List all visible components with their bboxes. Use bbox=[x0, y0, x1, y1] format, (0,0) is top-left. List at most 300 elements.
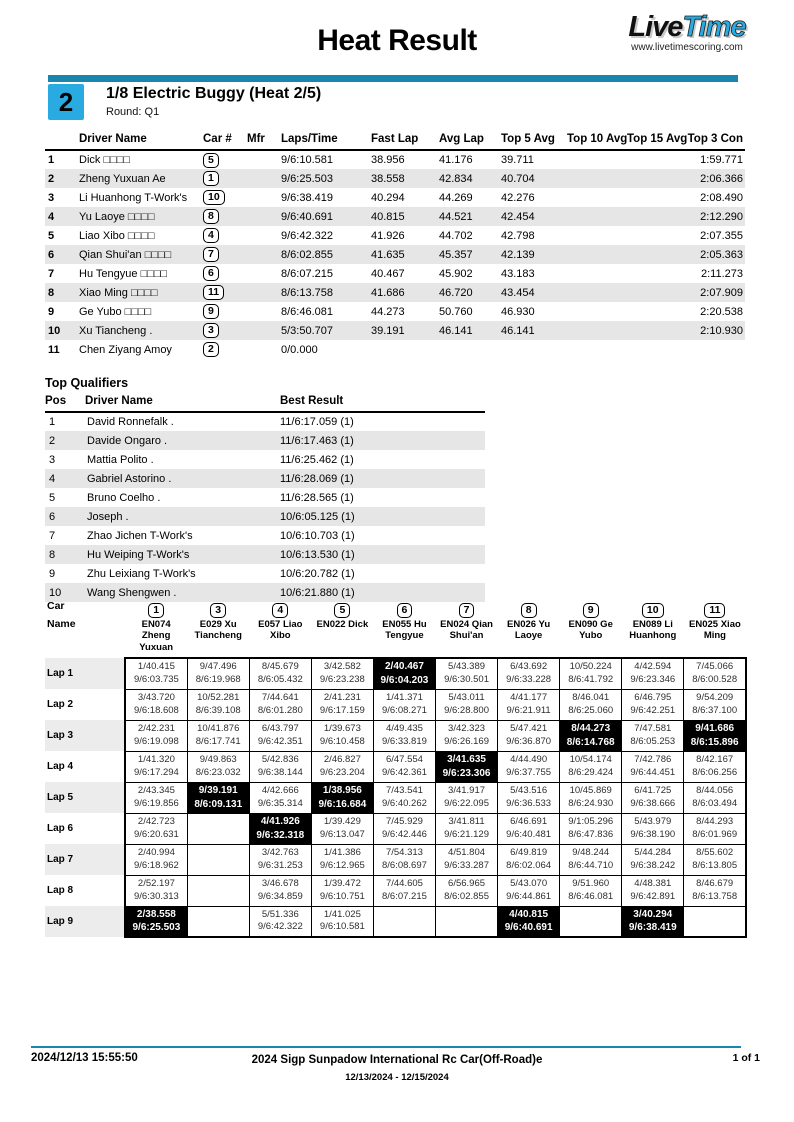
lap-label: Lap 7 bbox=[45, 844, 125, 875]
driver-name-cell: Bruno Coelho . bbox=[87, 491, 161, 504]
top3-con-cell: 2:12.290 bbox=[700, 210, 743, 223]
top5-avg-cell: 42.139 bbox=[501, 248, 535, 261]
top5-avg-cell: 43.454 bbox=[501, 286, 535, 299]
lap-position-time: 2/40.994 bbox=[137, 846, 175, 858]
driver-name-header: EN074 Zheng Yuxuan bbox=[139, 619, 174, 653]
car-number-badge: 1 bbox=[148, 603, 164, 618]
lap-time-cell bbox=[311, 689, 373, 720]
lap-time-cell bbox=[560, 844, 622, 875]
lap-time-cell bbox=[311, 906, 373, 937]
best-result-cell: 10/6:21.880 (1) bbox=[280, 586, 355, 599]
driver-name-cell: David Ronnefalk . bbox=[87, 416, 174, 428]
laps-time-cell: 9/6:38.419 bbox=[281, 191, 333, 204]
page-number: 1 of 1 bbox=[732, 1052, 760, 1064]
lap-time-cell bbox=[622, 782, 684, 813]
lap-position-time: 2/42.231 bbox=[137, 722, 175, 734]
driver-name-header: E029 Xu Tiancheng bbox=[194, 619, 242, 642]
lap-time-cell bbox=[125, 875, 187, 906]
top3-con-cell: 2:20.538 bbox=[700, 305, 743, 318]
top3-con-cell: 2:06.366 bbox=[700, 172, 743, 185]
position-cell: 4 bbox=[48, 210, 55, 223]
results-header-cell: Laps/Time bbox=[281, 131, 371, 150]
logo-website-url: www.livetimescoring.com bbox=[631, 42, 743, 54]
driver-name-cell: Dick □□□□ bbox=[79, 154, 131, 166]
lap-time-cell bbox=[622, 906, 684, 937]
lap-time-cell bbox=[125, 751, 187, 782]
car-number-badge: 10 bbox=[203, 190, 225, 205]
position-cell: 7 bbox=[49, 529, 56, 542]
car-number-badge: 4 bbox=[203, 228, 219, 243]
lap-position-time: 1/41.386 bbox=[323, 846, 361, 858]
lap-position-time: 9/48.244 bbox=[572, 846, 610, 858]
top3-con-cell: 2:07.909 bbox=[700, 286, 743, 299]
lap-total-projection: 8/6:13.805 bbox=[692, 859, 738, 871]
lap-total-projection: 8/6:23.032 bbox=[195, 766, 241, 778]
lap-row bbox=[45, 782, 746, 813]
results-header-cell: Top 15 Avg bbox=[627, 131, 687, 150]
lap-position-time: 7/44.605 bbox=[385, 877, 423, 889]
driver-name-cell: Hu Weiping T-Work's bbox=[87, 548, 190, 561]
lap-position-time: 2/38.558 bbox=[136, 908, 176, 920]
lap-position-time: 10/45.869 bbox=[569, 784, 612, 796]
position-cell: 3 bbox=[49, 453, 56, 466]
results-row bbox=[45, 226, 745, 245]
position-cell: 10 bbox=[49, 586, 62, 599]
top3-con-cell: 2:07.355 bbox=[700, 229, 743, 242]
top-qualifier-row bbox=[45, 564, 485, 583]
lap-position-time: 1/38.956 bbox=[322, 785, 362, 797]
position-cell: 6 bbox=[48, 248, 55, 261]
driver-name-cell: Gabriel Astorino . bbox=[87, 472, 172, 485]
lap-total-projection: 8/6:01.280 bbox=[257, 704, 303, 716]
avg-lap-cell: 44.702 bbox=[439, 229, 473, 242]
top-qualifiers-header-cell: Best Result bbox=[280, 393, 485, 412]
mfr-cell bbox=[247, 150, 281, 169]
lap-position-time: 5/43.979 bbox=[634, 815, 672, 827]
lap-total-projection: 9/6:03.735 bbox=[133, 673, 179, 685]
lap-row bbox=[45, 720, 746, 751]
lap-total-projection: 9/6:40.691 bbox=[504, 922, 553, 934]
heat-number-badge: 2 bbox=[48, 84, 84, 120]
lap-total-projection: 9/6:38.242 bbox=[630, 859, 676, 871]
top-qualifier-row bbox=[45, 469, 485, 488]
top-qualifiers-title: Top Qualifiers bbox=[45, 376, 129, 390]
lap-time-cell bbox=[498, 875, 560, 906]
lap-total-projection: 9/6:17.294 bbox=[133, 766, 179, 778]
top5-avg-cell: 46.141 bbox=[501, 324, 535, 337]
top3-con-cell: 2:08.490 bbox=[700, 191, 743, 204]
lap-time-cell bbox=[684, 813, 746, 844]
car-number-badge: 8 bbox=[203, 209, 219, 224]
lap-chart-car-header bbox=[187, 600, 249, 618]
lap-time-cell bbox=[498, 751, 560, 782]
lap-time-cell bbox=[436, 689, 498, 720]
top10-avg-cell bbox=[567, 340, 627, 359]
laps-time-cell: 9/6:40.691 bbox=[281, 210, 333, 223]
lap-position-time: 8/44.293 bbox=[696, 815, 734, 827]
lap-time-cell bbox=[373, 658, 435, 689]
lap-time-cell bbox=[684, 844, 746, 875]
driver-name-header: EN024 Qian Shui'an bbox=[440, 619, 493, 642]
position-cell: 9 bbox=[48, 305, 55, 318]
heat-header bbox=[48, 84, 321, 120]
driver-name-header: EN055 Hu Tengyue bbox=[382, 619, 427, 642]
lap-time-cell bbox=[622, 844, 684, 875]
car-number-cell bbox=[203, 150, 247, 169]
lap-row bbox=[45, 689, 746, 720]
lap-position-time: 1/41.320 bbox=[137, 753, 175, 765]
lap-total-projection: 8/6:09.131 bbox=[194, 798, 243, 810]
position-cell: 5 bbox=[48, 229, 55, 242]
lap-position-time: 9/1:05.296 bbox=[568, 815, 614, 827]
lap-time-cell bbox=[436, 813, 498, 844]
lap-total-projection: 9/6:40.262 bbox=[382, 797, 427, 809]
car-number-cell bbox=[203, 340, 247, 359]
position-cell: 8 bbox=[49, 548, 56, 561]
lap-label: Lap 4 bbox=[47, 761, 74, 773]
lap-time-cell bbox=[436, 720, 498, 751]
lap-time-cell bbox=[311, 875, 373, 906]
lap-position-time: 7/43.541 bbox=[385, 784, 423, 796]
lap-time-cell bbox=[498, 782, 560, 813]
lap-time-cell bbox=[684, 906, 746, 937]
top15-avg-cell bbox=[627, 283, 687, 302]
top3-con-cell bbox=[687, 340, 745, 359]
lap-position-time: 7/47.581 bbox=[634, 722, 672, 734]
fast-lap-cell: 40.815 bbox=[371, 210, 405, 223]
top-qualifiers-header-row bbox=[45, 393, 485, 412]
lap-time-cell bbox=[125, 906, 187, 937]
top-qualifier-row bbox=[45, 412, 485, 431]
results-table bbox=[45, 131, 745, 359]
lap-row bbox=[45, 844, 746, 875]
car-number-cell bbox=[203, 245, 247, 264]
lap-time-cell bbox=[436, 875, 498, 906]
top-qualifiers-header-cell: Pos bbox=[45, 393, 85, 412]
mfr-cell bbox=[247, 302, 281, 321]
driver-name-header: EN022 Dick bbox=[316, 619, 369, 630]
avg-lap-cell: 46.141 bbox=[439, 324, 473, 337]
lap-chart-body bbox=[45, 600, 746, 937]
top3-con-cell: 1:59.771 bbox=[700, 154, 743, 166]
laps-time-cell: 9/6:25.503 bbox=[281, 172, 333, 185]
top5-avg-cell: 42.454 bbox=[501, 210, 535, 223]
report-generated-timestamp: 2024/12/13 15:55:50 bbox=[31, 1052, 138, 1064]
lap-chart-car-header bbox=[436, 600, 498, 618]
lap-time-cell bbox=[311, 844, 373, 875]
lap-total-projection: 8/6:01.969 bbox=[692, 828, 738, 840]
lap-total-projection: 9/6:42.322 bbox=[257, 921, 303, 933]
driver-name-cell: Qian Shui'an □□□□ bbox=[79, 248, 172, 261]
lap-time-cell bbox=[622, 689, 684, 720]
lap-position-time: 3/43.720 bbox=[137, 691, 175, 703]
lap-position-time: 1/41.371 bbox=[385, 691, 423, 703]
position-cell: 7 bbox=[48, 267, 55, 280]
lap-label: Lap 5 bbox=[45, 782, 125, 813]
car-number-badge: 1 bbox=[203, 171, 219, 186]
lap-total-projection: 9/6:20.631 bbox=[133, 828, 179, 840]
lap-time-cell bbox=[436, 844, 498, 875]
lap-total-projection: 9/6:23.238 bbox=[319, 673, 365, 685]
lap-total-projection: 9/6:23.204 bbox=[319, 766, 365, 778]
lap-time-cell bbox=[560, 751, 622, 782]
car-number-cell bbox=[203, 188, 247, 207]
lap-time-cell bbox=[684, 782, 746, 813]
fast-lap-cell: 41.686 bbox=[371, 286, 405, 299]
lap-position-time: 10/52.281 bbox=[197, 691, 240, 703]
lap-time-cell bbox=[498, 658, 560, 689]
top15-avg-cell bbox=[627, 150, 687, 169]
lap-time-cell bbox=[125, 720, 187, 751]
lap-time-cell bbox=[187, 844, 249, 875]
lap-time-cell bbox=[560, 875, 622, 906]
lap-total-projection: 9/6:38.419 bbox=[628, 922, 677, 934]
lap-time-cell bbox=[560, 658, 622, 689]
position-cell: 2 bbox=[49, 434, 56, 447]
lap-time-cell bbox=[560, 906, 622, 937]
lap-chart-car-header bbox=[125, 600, 187, 618]
lap-position-time: 3/41.811 bbox=[448, 815, 485, 827]
lap-total-projection: 9/6:38.144 bbox=[257, 766, 303, 778]
lap-position-time: 3/41.917 bbox=[448, 784, 486, 796]
laps-time-cell: 9/6:42.322 bbox=[281, 229, 333, 242]
results-body bbox=[45, 150, 745, 359]
results-row bbox=[45, 188, 745, 207]
lap-total-projection: 9/6:36.533 bbox=[506, 797, 552, 809]
lap-total-projection: 9/6:42.361 bbox=[382, 766, 427, 778]
top-qualifier-row bbox=[45, 545, 485, 564]
lap-total-projection: 9/6:19.856 bbox=[133, 797, 179, 809]
top-qualifier-row bbox=[45, 507, 485, 526]
lap-position-time: 3/46.678 bbox=[261, 877, 299, 889]
lap-total-projection: 8/6:15.896 bbox=[690, 736, 739, 748]
lap-position-time: 7/42.786 bbox=[634, 753, 672, 765]
lap-position-time: 9/49.863 bbox=[199, 753, 237, 765]
lap-total-projection: 8/6:13.758 bbox=[692, 890, 738, 902]
best-result-cell: 11/6:28.565 (1) bbox=[280, 491, 354, 504]
lap-position-time: 4/41.926 bbox=[260, 816, 300, 828]
lap-label: Lap 8 bbox=[47, 885, 74, 897]
position-cell: 10 bbox=[48, 324, 61, 337]
lap-position-time: 2/40.467 bbox=[384, 661, 424, 673]
results-row bbox=[45, 264, 745, 283]
lap-total-projection: 9/6:33.819 bbox=[382, 735, 427, 747]
lap-position-time: 5/47.421 bbox=[510, 722, 548, 734]
avg-lap-cell bbox=[439, 340, 501, 359]
top10-avg-cell bbox=[567, 264, 627, 283]
results-header-cell: Top 3 Con bbox=[687, 131, 745, 150]
lap-position-time: 7/45.066 bbox=[696, 661, 734, 673]
lap-time-cell bbox=[125, 844, 187, 875]
lap-total-projection: 8/6:19.968 bbox=[195, 673, 241, 685]
mfr-cell bbox=[247, 340, 281, 359]
top10-avg-cell bbox=[567, 321, 627, 340]
results-row bbox=[45, 150, 745, 169]
lap-total-projection: 9/6:38.190 bbox=[630, 828, 676, 840]
driver-name-cell: Chen Ziyang Amoy bbox=[79, 343, 172, 356]
lap-time-cell bbox=[373, 720, 435, 751]
header-divider-bar bbox=[48, 75, 738, 82]
lap-time-cell bbox=[436, 782, 498, 813]
lap-position-time: 7/54.313 bbox=[385, 846, 423, 858]
lap-position-time: 1/39.673 bbox=[323, 722, 361, 734]
laps-time-cell: 9/6:10.581 bbox=[281, 154, 333, 166]
lap-total-projection: 9/6:26.169 bbox=[444, 735, 489, 747]
lap-position-time: 9/54.209 bbox=[696, 691, 734, 703]
lap-total-projection: 9/6:44.861 bbox=[506, 890, 552, 902]
lap-time-cell bbox=[373, 875, 435, 906]
lap-label: Lap 2 bbox=[47, 699, 74, 711]
name-row-label: Name bbox=[47, 618, 76, 630]
lap-total-projection: 9/6:32.318 bbox=[256, 829, 305, 841]
car-number-cell bbox=[203, 321, 247, 340]
livetime-logo-text bbox=[602, 12, 772, 42]
lap-total-projection: 9/6:18.608 bbox=[133, 704, 179, 716]
lap-total-projection: 8/6:08.697 bbox=[382, 859, 427, 871]
lap-time-cell bbox=[498, 906, 560, 937]
top10-avg-cell bbox=[567, 150, 627, 169]
results-header-cell: Fast Lap bbox=[371, 131, 439, 150]
lap-chart-car-header bbox=[622, 600, 684, 618]
lap-position-time: 6/46.795 bbox=[634, 691, 672, 703]
lap-position-time: 1/39.429 bbox=[323, 815, 361, 827]
position-cell: 1 bbox=[49, 416, 56, 428]
driver-name-cell: Zhu Leixiang T-Work's bbox=[87, 567, 196, 580]
page-title: Heat Result bbox=[317, 24, 477, 57]
top-qualifiers-body bbox=[45, 412, 485, 602]
lap-total-projection: 9/6:21.129 bbox=[444, 828, 489, 840]
avg-lap-cell: 41.176 bbox=[439, 154, 473, 166]
lap-time-cell bbox=[684, 689, 746, 720]
lap-label: Lap 3 bbox=[45, 720, 125, 751]
best-result-cell: 10/6:05.125 (1) bbox=[280, 510, 355, 523]
top5-avg-cell: 39.711 bbox=[501, 154, 534, 166]
results-header-cell-pos bbox=[45, 131, 79, 150]
lap-total-projection: 9/6:25.503 bbox=[132, 922, 181, 934]
lap-time-cell bbox=[622, 658, 684, 689]
car-number-badge: 8 bbox=[521, 603, 537, 618]
lap-row bbox=[45, 906, 746, 937]
round-label: Round: Q1 bbox=[106, 106, 160, 118]
lap-position-time: 6/41.725 bbox=[634, 784, 672, 796]
lap-time-cell bbox=[249, 875, 311, 906]
fast-lap-cell: 40.467 bbox=[371, 267, 405, 280]
position-cell: 8 bbox=[48, 286, 55, 299]
car-number-badge: 9 bbox=[203, 304, 219, 319]
top5-avg-cell: 42.276 bbox=[501, 191, 535, 204]
lap-chart-name-row bbox=[45, 618, 746, 658]
livetime-logo bbox=[602, 12, 772, 53]
lap-position-time: 5/44.284 bbox=[634, 846, 672, 858]
car-number-badge: 11 bbox=[203, 285, 224, 300]
lap-total-projection: 9/6:10.458 bbox=[319, 735, 365, 747]
lap-time-cell bbox=[373, 689, 435, 720]
lap-position-time: 6/43.692 bbox=[510, 661, 548, 673]
lap-total-projection: 8/6:41.792 bbox=[568, 673, 614, 685]
lap-time-cell bbox=[684, 875, 746, 906]
lap-time-cell bbox=[684, 658, 746, 689]
heat-title: 1/8 Electric Buggy (Heat 2/5) bbox=[106, 85, 322, 102]
lap-chart-car-header bbox=[560, 600, 622, 618]
lap-position-time: 3/40.294 bbox=[633, 908, 673, 920]
lap-chart-car-header bbox=[498, 600, 560, 618]
lap-chart-car-header bbox=[373, 600, 435, 618]
lap-total-projection: 9/6:33.228 bbox=[506, 673, 552, 685]
lap-position-time: 5/43.070 bbox=[510, 877, 548, 889]
lap-total-projection: 8/6:47.836 bbox=[568, 828, 614, 840]
top3-con-cell: 2:11.273 bbox=[700, 267, 743, 280]
lap-total-projection: 9/6:28.800 bbox=[444, 704, 489, 716]
lap-time-cell bbox=[436, 658, 498, 689]
top-qualifiers-header bbox=[45, 393, 485, 412]
lap-position-time: 2/42.723 bbox=[137, 815, 175, 827]
lap-position-time: 5/43.389 bbox=[448, 661, 486, 673]
car-number-badge: 4 bbox=[272, 603, 288, 618]
results-header-cell: Car # bbox=[203, 131, 247, 150]
heat-meta bbox=[106, 84, 321, 120]
lap-total-projection: 9/6:16.684 bbox=[318, 798, 367, 810]
lap-position-time: 5/42.836 bbox=[261, 753, 299, 765]
car-number-badge: 9 bbox=[583, 603, 599, 618]
lap-time-cell bbox=[311, 813, 373, 844]
avg-lap-cell: 45.357 bbox=[439, 248, 473, 261]
lap-time-cell bbox=[187, 751, 249, 782]
avg-lap-cell: 45.902 bbox=[439, 267, 473, 280]
driver-name-cell: Liao Xibo □□□□ bbox=[79, 229, 155, 242]
top-qualifier-row bbox=[45, 526, 485, 545]
top15-avg-cell bbox=[627, 264, 687, 283]
lap-time-cell bbox=[560, 720, 622, 751]
lap-total-projection: 8/6:00.528 bbox=[692, 673, 738, 685]
position-cell: 9 bbox=[49, 567, 56, 580]
lap-position-time: 1/39.472 bbox=[323, 877, 361, 889]
lap-position-time: 4/42.594 bbox=[634, 661, 672, 673]
lap-time-cell bbox=[249, 689, 311, 720]
lap-total-projection: 8/6:29.424 bbox=[568, 766, 614, 778]
top5-avg-cell: 42.798 bbox=[501, 229, 535, 242]
driver-name-cell: Zheng Yuxuan Ae bbox=[79, 172, 166, 185]
lap-position-time: 4/44.490 bbox=[510, 753, 548, 765]
driver-name-cell: Xu Tiancheng . bbox=[79, 324, 153, 337]
top-qualifier-row bbox=[45, 450, 485, 469]
lap-total-projection: 9/6:08.271 bbox=[382, 704, 427, 716]
fast-lap-cell: 39.191 bbox=[371, 324, 405, 337]
lap-total-projection: 8/6:39.108 bbox=[195, 704, 241, 716]
lap-position-time: 4/49.435 bbox=[385, 722, 423, 734]
results-header-cell: Top 10 Avg bbox=[567, 131, 627, 150]
mfr-cell bbox=[247, 245, 281, 264]
lap-position-time: 8/46.679 bbox=[696, 877, 734, 889]
top15-avg-cell bbox=[627, 226, 687, 245]
top10-avg-cell bbox=[567, 245, 627, 264]
lap-total-projection: 8/6:17.741 bbox=[195, 735, 241, 747]
mfr-cell bbox=[247, 226, 281, 245]
lap-position-time: 9/41.686 bbox=[695, 723, 735, 735]
results-header-cell: Top 5 Avg bbox=[501, 131, 567, 150]
lap-time-cell bbox=[125, 658, 187, 689]
top10-avg-cell bbox=[567, 283, 627, 302]
results-row bbox=[45, 245, 745, 264]
driver-name-header: EN026 Yu Laoye bbox=[507, 619, 551, 642]
fast-lap-cell: 38.956 bbox=[371, 154, 405, 166]
lap-time-cell bbox=[125, 813, 187, 844]
results-header-cell: Driver Name bbox=[79, 131, 203, 150]
top10-avg-cell bbox=[567, 188, 627, 207]
lap-time-cell bbox=[311, 658, 373, 689]
best-result-cell: 11/6:28.069 (1) bbox=[280, 472, 354, 485]
lap-total-projection: 9/6:42.351 bbox=[257, 735, 303, 747]
footer-divider-bar bbox=[31, 1046, 741, 1048]
